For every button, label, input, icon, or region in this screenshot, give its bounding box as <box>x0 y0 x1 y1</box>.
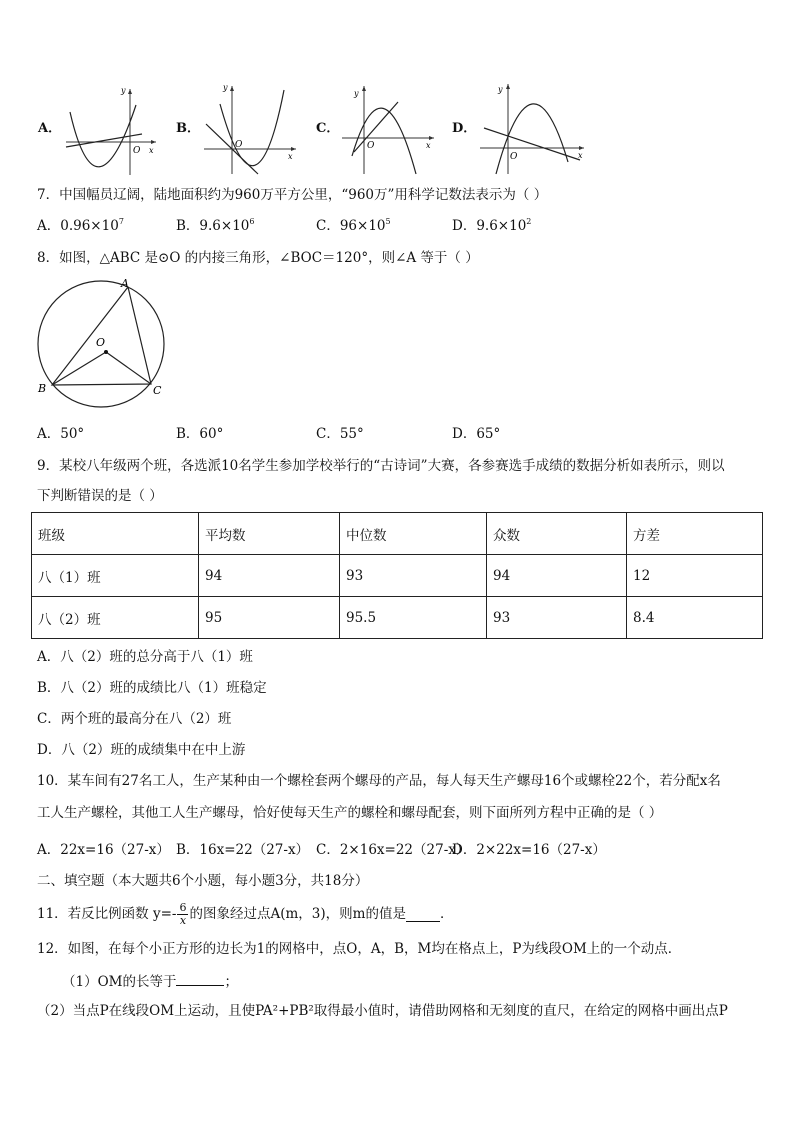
q9-stats-table <box>31 512 763 639</box>
q12-stem: 12．如图，在每个小正方形的边长为1的网格中，点O，A，B，M均在格点上，P为线段OM上的一个动点． <box>37 941 682 957</box>
q7-option-c-label: C． <box>316 218 340 234</box>
q6-graph-a <box>62 85 160 177</box>
q7-option-b-base: 9.6×10 <box>199 218 250 234</box>
q8-circle-figure <box>34 274 174 414</box>
q8-option-d: D．65° <box>452 426 501 442</box>
q6-b-x-label: x <box>288 152 293 161</box>
q7-option-a-label: A． <box>37 218 61 234</box>
table-cell: 95.5 <box>340 597 487 639</box>
q7-option-d-exp: 2 <box>526 217 532 226</box>
q10-option-c: C．2×16x=22（27-x） <box>316 842 470 858</box>
q8-option-b: B．60° <box>176 426 224 442</box>
q11-stem <box>37 896 453 932</box>
q12-part1-end: ； <box>224 974 238 990</box>
q10-option-a: A．22x=16（27-x） <box>37 842 170 858</box>
q10-stem-line2: 工人生产螺栓，其他工人生产螺母，恰好使每天生产的螺栓和螺母配套，则下面所列方程中正确的是（ ） <box>37 805 663 821</box>
q6-c-origin: O <box>367 141 375 151</box>
table-cell: 94 <box>487 555 627 597</box>
q6-d-x-label: x <box>578 151 583 160</box>
table-header-cell: 平均数 <box>199 513 340 555</box>
table-header-cell: 班级 <box>32 513 199 555</box>
q8-point-c: C <box>153 384 162 397</box>
q7-option-b <box>176 217 254 235</box>
q12-part1-text: （1）OM的长等于 <box>62 974 177 990</box>
q7-option-d <box>452 217 531 235</box>
q6-d-origin: O <box>510 152 518 162</box>
q6-option-d-label: D． <box>452 121 477 136</box>
table-cell: 12 <box>627 555 763 597</box>
q7-option-d-label: D． <box>452 218 477 234</box>
q6-b-y-label: y <box>223 83 228 92</box>
q7-option-b-label: B． <box>176 218 200 234</box>
q10-option-d: D．2×22x=16（27-x） <box>452 842 606 858</box>
q12-part2: （2）当点P在线段OM上运动，且使PA²+PB²取得最小值时，请借助网格和无刻度的直尺，在给定的网格中画出点P <box>37 1003 728 1019</box>
q11-fraction <box>177 902 188 927</box>
section-2-heading: 二、填空题（本大题共6个小题，每小题3分，共18分） <box>37 873 369 889</box>
q9-option-c: C．两个班的最高分在八（2）班 <box>37 711 232 727</box>
q10-option-b: B．16x=22（27-x） <box>176 842 310 858</box>
q6-option-b-label: B． <box>176 121 200 136</box>
q11-fraction-numerator: 6 <box>179 900 187 914</box>
table-cell: 八（1）班 <box>32 555 199 597</box>
q7-option-c <box>316 217 391 235</box>
q6-graph-d <box>476 80 588 177</box>
table-cell: 93 <box>487 597 627 639</box>
table-cell: 95 <box>199 597 340 639</box>
q8-point-o: O <box>96 336 106 349</box>
q7-option-c-exp: 5 <box>385 217 391 226</box>
table-cell: 94 <box>199 555 340 597</box>
q7-option-a-exp: 7 <box>118 217 124 226</box>
q7-option-b-exp: 6 <box>249 217 255 226</box>
q6-a-y-label: y <box>121 86 126 95</box>
q8-option-a: A．50° <box>37 426 85 442</box>
q6-graph-b <box>200 82 300 177</box>
table-cell: 93 <box>340 555 487 597</box>
q11-suffix: 的图象经过点A(m，3)，则m的值是 <box>189 906 406 922</box>
q9-option-b: B．八（2）班的成绩比八（1）班稳定 <box>37 680 267 696</box>
q9-option-a: A．八（2）班的总分高于八（1）班 <box>37 649 253 665</box>
q7-option-c-base: 96×10 <box>339 218 386 234</box>
q11-prefix: 11．若反比例函数 y=- <box>37 906 177 922</box>
q8-point-b: B <box>38 382 47 395</box>
q6-b-origin: O <box>235 140 243 150</box>
q9-stem-line1: 9．某校八年级两个班，各选派10名学生参加学校举行的“古诗词”大赛，各参赛选手成绩的数据分析如表所示，则以 <box>37 458 725 474</box>
q9-stem-line2: 下判断错误的是（ ） <box>37 488 163 504</box>
table-cell: 八（2）班 <box>32 597 199 639</box>
q7-stem: 7．中国幅员辽阔，陆地面积约为960万平方公里，“960万”用科学记数法表示为（ ） <box>37 187 548 203</box>
q7-option-a-base: 0.96×10 <box>60 218 119 234</box>
q11-answer-blank <box>406 907 440 922</box>
table-header-cell: 众数 <box>487 513 627 555</box>
q7-option-a <box>37 217 124 235</box>
q6-c-x-label: x <box>426 141 431 150</box>
q6-graph-c <box>338 82 438 177</box>
q6-option-a-label: A． <box>38 121 62 136</box>
q7-option-d-base: 9.6×10 <box>476 218 527 234</box>
q8-point-a: A <box>121 277 129 290</box>
table-header-row <box>32 513 763 555</box>
table-row <box>32 555 763 597</box>
q12-part1-blank <box>176 971 224 986</box>
q11-fraction-denominator: x <box>179 913 187 927</box>
q6-d-y-label: y <box>498 85 503 94</box>
q12-part1 <box>62 971 238 991</box>
q8-option-c: C．55° <box>316 426 364 442</box>
q8-stem: 8．如图，△ABC 是⊙O 的内接三角形，∠BOC＝120°，则∠A 等于（ ） <box>37 250 479 266</box>
q6-option-c-label: C． <box>316 121 340 136</box>
q10-stem-line1: 10．某车间有27名工人，生产某种由一个螺栓套两个螺母的产品，每人每天生产螺母16个或螺栓22个，若分配x名 <box>37 773 721 789</box>
q11-end: ． <box>439 906 454 922</box>
q6-a-x-label: x <box>149 146 154 155</box>
q6-a-origin: O <box>133 146 141 156</box>
table-header-cell: 方差 <box>627 513 763 555</box>
table-cell: 8.4 <box>627 597 763 639</box>
q9-option-d: D．八（2）班的成绩集中在中上游 <box>37 742 246 758</box>
q6-c-y-label: y <box>354 89 359 98</box>
table-row <box>32 597 763 639</box>
table-header-cell: 中位数 <box>340 513 487 555</box>
